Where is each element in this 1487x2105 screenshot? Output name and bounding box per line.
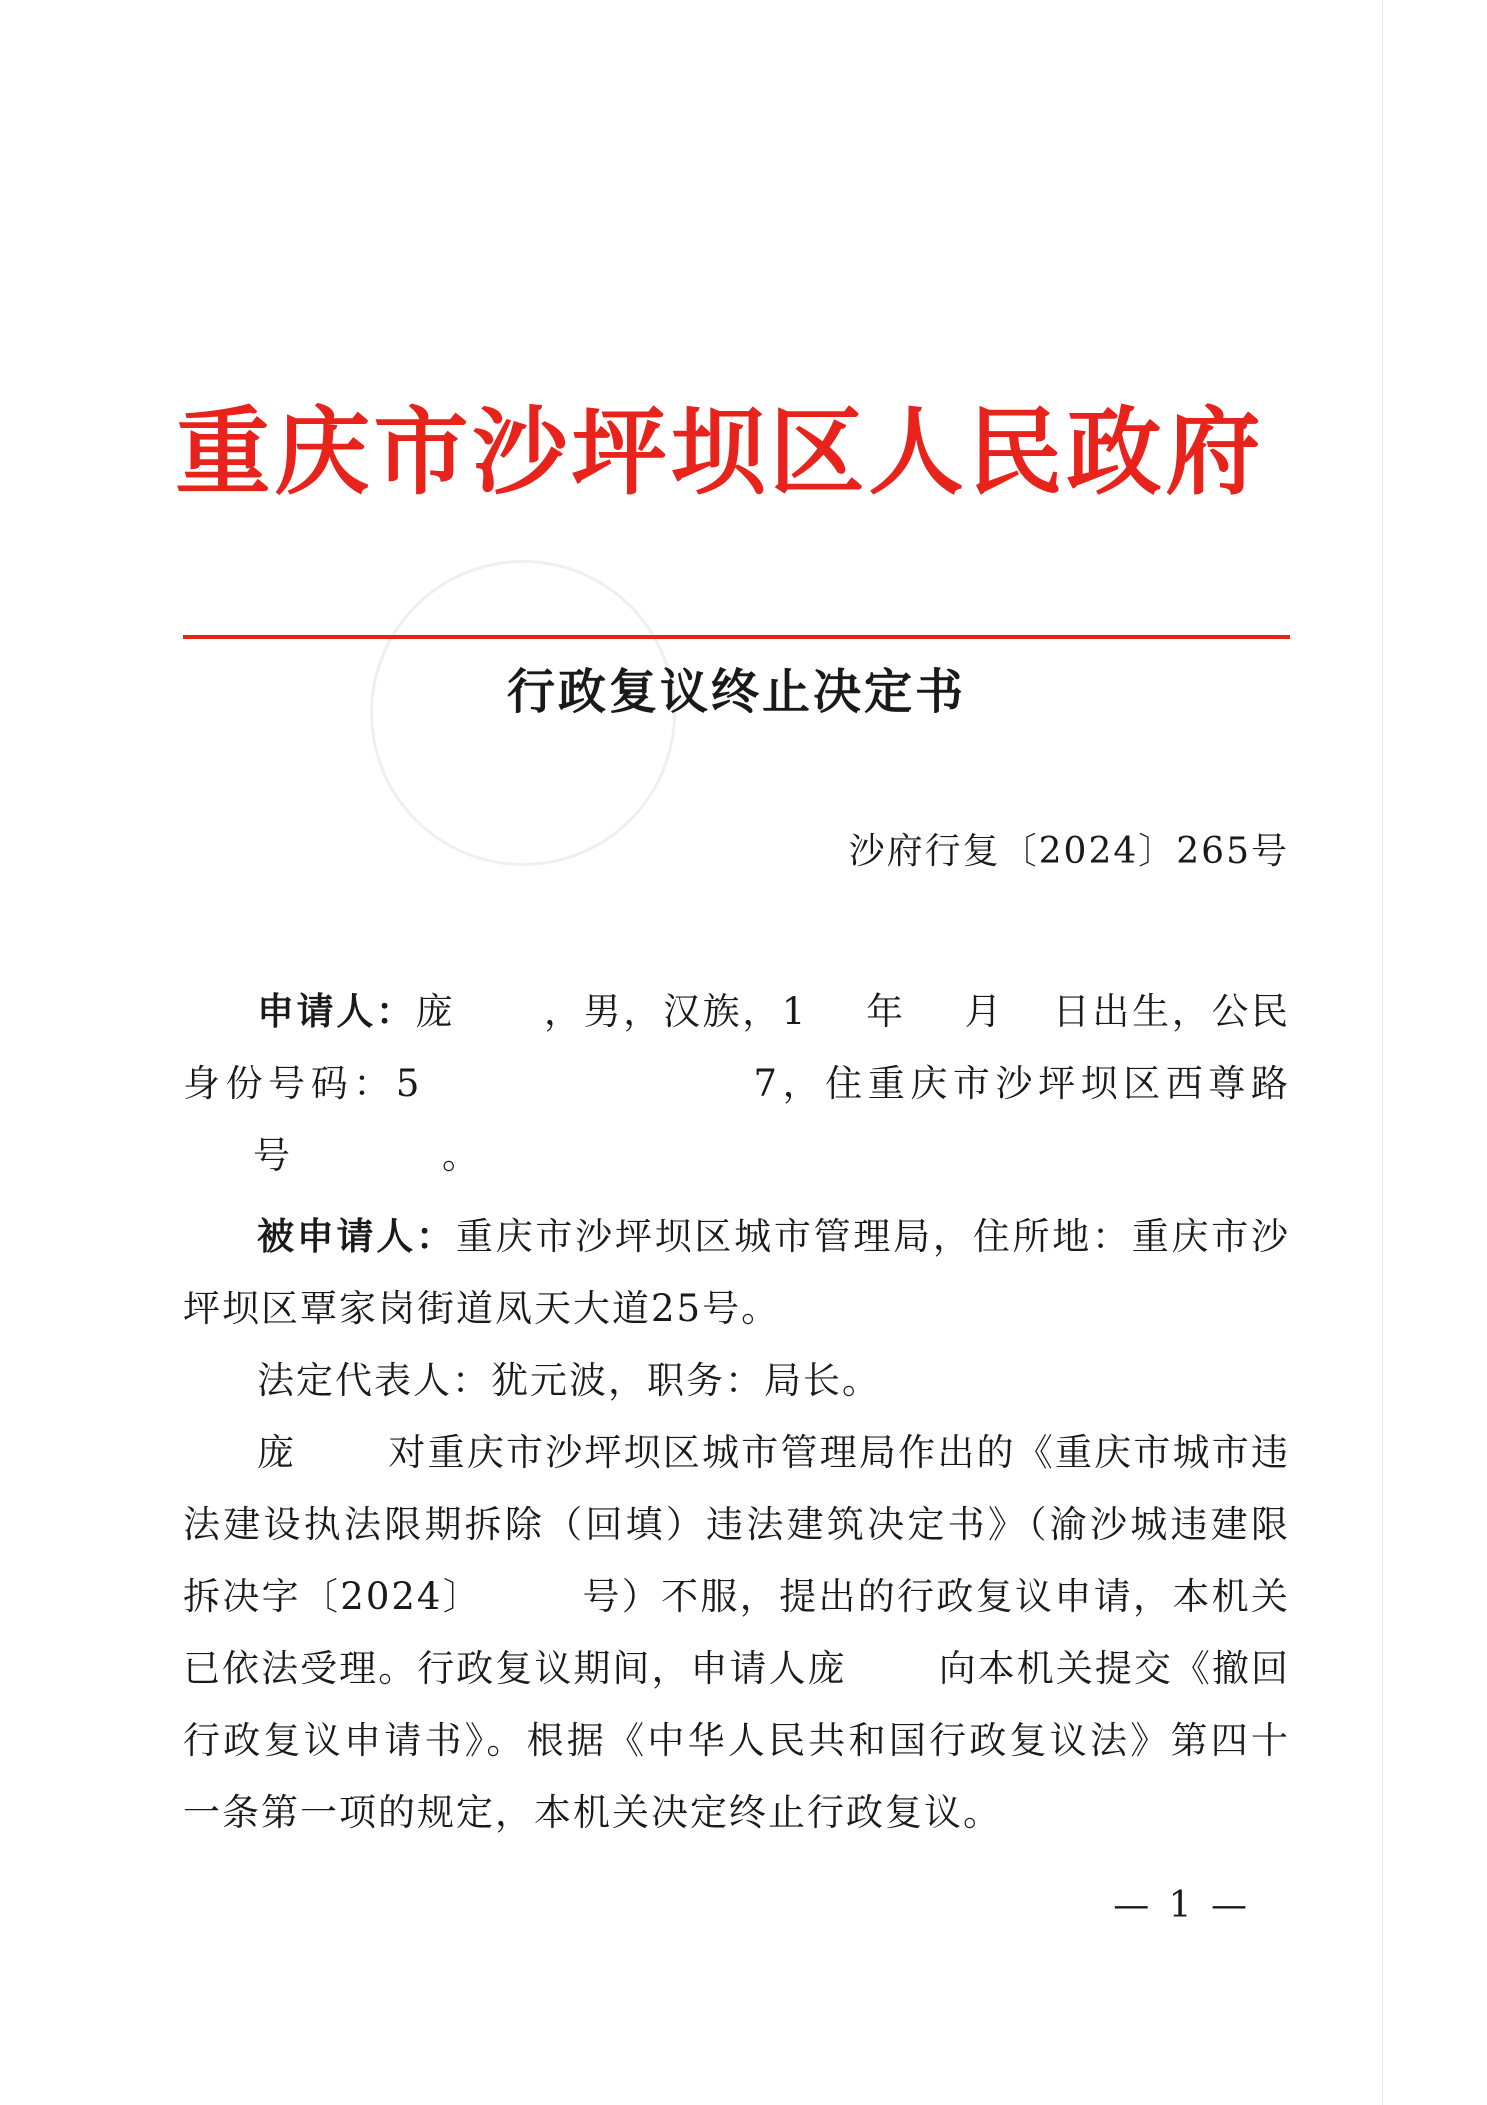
applicant-birth-and-id-label: 日出生，公民身份号码：5	[183, 990, 1291, 1105]
applicant-surname: 庞	[415, 990, 456, 1033]
redaction-block	[455, 993, 543, 1037]
document-number: 沙府行复〔2024〕265号	[848, 831, 1289, 872]
applicant-label: 申请人：	[257, 989, 416, 1033]
decision-surname: 庞	[257, 1431, 297, 1474]
legal-representative-paragraph: 法定代表人：犹元波，职务：局长。	[257, 1359, 881, 1402]
redaction-block	[906, 993, 964, 1037]
redaction-block	[292, 1137, 442, 1181]
applicant-address-number-unit: 号	[253, 1134, 292, 1177]
decision-text-part-1: 对重庆市沙坪坝区城市管理局作出的《重庆市城市违法建设执法限期拆除（回填）违法建筑决定书》（渝沙城违建限拆决字〔2024〕	[183, 1431, 1291, 1618]
redaction-block	[183, 1137, 253, 1181]
page-number: — 1 —	[1113, 1885, 1251, 1926]
redaction-block	[421, 1065, 753, 1109]
applicant-gender-ethnicity: ，男，汉族，1	[543, 990, 808, 1033]
redaction-block	[1004, 993, 1052, 1037]
decision-text-part-3: 向本机关提交《撤回行政复议申请书》。根据《中华人民共和国行政复议法》第四十一条第一项的规定，本机关决定终止行政复议。	[183, 1647, 1291, 1834]
issuing-authority-header: 重庆市沙坪坝区人民政府	[175, 397, 1265, 508]
applicant-end: 。	[442, 1134, 481, 1177]
red-separator-line	[183, 635, 1290, 639]
applicant-month-unit: 月	[963, 990, 1005, 1033]
applicant-paragraph	[183, 975, 1290, 1192]
decision-text-part-2: 号）不服，提出的行政复议申请，本机关已依法受理。行政复议期间，申请人庞	[183, 1575, 1290, 1690]
decision-paragraph	[183, 1417, 1290, 1849]
respondent-paragraph	[183, 1200, 1290, 1345]
scan-fold-line	[1382, 0, 1383, 2105]
applicant-address: 7，住重庆市沙坪坝区西尊路	[753, 1062, 1291, 1105]
redaction-block	[807, 993, 865, 1037]
redaction-block	[482, 1578, 582, 1622]
redaction-block	[847, 1650, 939, 1694]
redaction-block	[296, 1434, 388, 1478]
document-body	[183, 975, 1290, 1849]
applicant-year-unit: 年	[865, 990, 906, 1033]
respondent-label: 被申请人：	[257, 1214, 456, 1258]
document-title: 行政复议终止决定书	[506, 664, 966, 720]
respondent-text: 重庆市沙坪坝区城市管理局，住所地：重庆市沙坪坝区覃家岗街道凤天大道25号。	[183, 1215, 1291, 1330]
